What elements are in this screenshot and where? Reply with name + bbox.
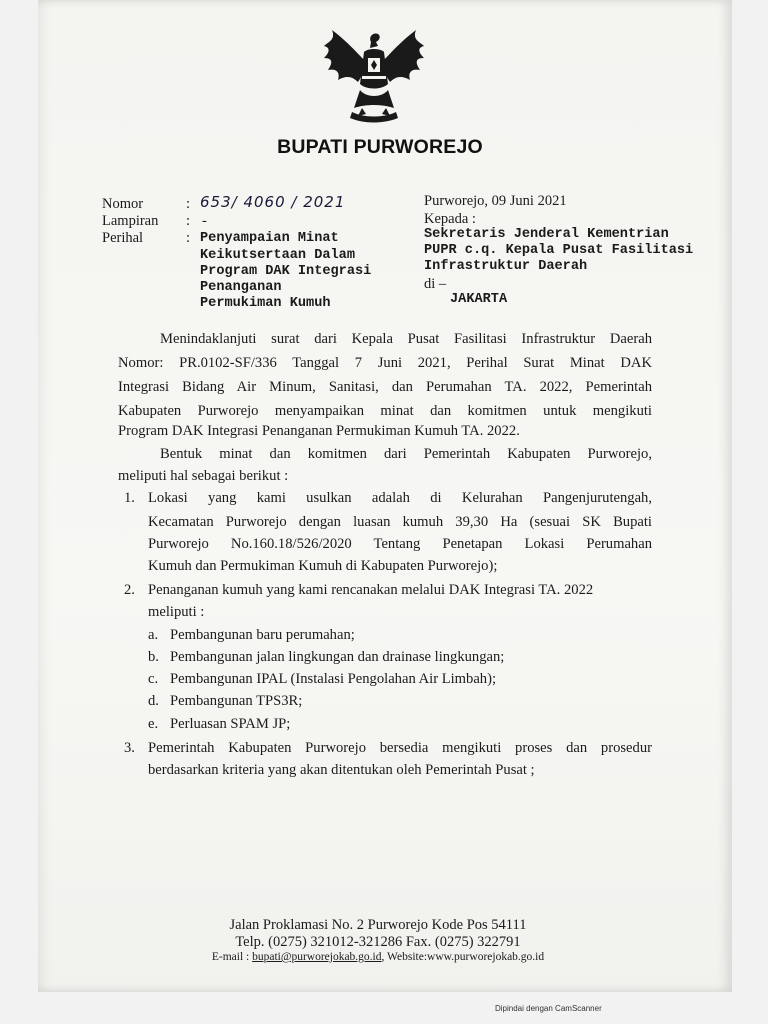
nomor-colon: : — [186, 196, 191, 212]
item1-line: Kecamatan Purworejo dengan luasan kumuh 39,30 Ha (sesuai SK Bupati — [148, 514, 652, 530]
subitem-letter: c. — [148, 671, 159, 687]
subitem-text: Perluasan SPAM JP; — [170, 716, 291, 732]
perihal-label: Perihal — [102, 230, 144, 246]
para1-line: Nomor: PR.0102-SF/336 Tanggal 7 Juni 2021, Perihal Surat Minat DAK — [118, 355, 652, 371]
subitem-text: Pembangunan IPAL (Instalasi Pengolahan Air Limbah); — [170, 671, 497, 687]
subitem-text: Pembangunan baru perumahan; — [170, 627, 355, 643]
di-label: di – — [424, 276, 447, 292]
item3-line: Pemerintah Kabupaten Purworejo bersedia mengikuti proses dan prosedur — [148, 740, 652, 756]
perihal-line: Penyampaian Minat — [200, 231, 339, 246]
perihal-line: Permukiman Kumuh — [200, 296, 331, 311]
letterhead-title: BUPATI PURWOREJO — [277, 136, 483, 158]
para2-line: meliputi hal sebagai berikut : — [118, 468, 289, 484]
garuda-emblem-icon — [318, 24, 430, 124]
lampiran-value: - — [202, 213, 207, 229]
place-date: Purworejo, 09 Juni 2021 — [424, 193, 567, 209]
item-number: 2. — [124, 582, 135, 598]
item3-line: berdasarkan kriteria yang akan ditentukan oleh Pemerintah Pusat ; — [148, 762, 535, 778]
subitem-letter: a. — [148, 627, 159, 643]
footer-contact: E-mail : bupati@purworejokab.go.id, Website:www.purworejokab.go.id — [211, 951, 545, 963]
lampiran-label: Lampiran — [102, 213, 159, 229]
footer-website: www.purworejokab.go.id — [427, 951, 545, 963]
footer-address: Jalan Proklamasi No. 2 Purworejo Kode Pos 54111 — [229, 917, 527, 933]
perihal-line: Program DAK Integrasi — [200, 264, 372, 279]
scanner-watermark: Dipindai dengan CamScanner — [495, 1004, 602, 1013]
addressee-line: Sekretaris Jenderal Kementrian — [424, 227, 669, 242]
subitem-letter: e. — [148, 716, 159, 732]
perihal-colon: : — [186, 230, 191, 246]
item1-line: Purworejo No.160.18/526/2020 Tentang Penetapan Lokasi Perumahan — [148, 536, 652, 552]
footer-phone: Telp. (0275) 321012-321286 Fax. (0275) 322791 — [235, 934, 521, 950]
perihal-line: Keikutsertaan Dalam — [200, 248, 355, 263]
addressee-line: Infrastruktur Daerah — [424, 259, 588, 274]
para1-line: Menindaklanjuti surat dari Kepala Pusat Fasilitasi Infrastruktur Daerah — [160, 331, 652, 347]
item2-line: Penanganan kumuh yang kami rencanakan melalui DAK Integrasi TA. 2022 — [148, 582, 594, 598]
addressee-city: JAKARTA — [450, 292, 508, 307]
nomor-value: 653/ 4060 / 2021 — [200, 193, 346, 211]
item-number: 1. — [124, 490, 135, 506]
item1-line: Lokasi yang kami usulkan adalah di Kelurahan Pangenjurutengah, — [148, 490, 652, 506]
para1-line: Integrasi Bidang Air Minum, Sanitasi, dan Perumahan TA. 2022, Pemerintah — [118, 379, 652, 395]
lampiran-colon: : — [186, 213, 191, 229]
nomor-label: Nomor — [102, 196, 144, 212]
subitem-text: Pembangunan jalan lingkungan dan drainase lingkungan; — [170, 649, 505, 665]
perihal-line: Penanganan — [200, 280, 282, 295]
subitem-letter: d. — [148, 693, 159, 709]
footer-email-link[interactable]: bupati@purworejokab.go.id — [252, 951, 382, 963]
kepada-label: Kepada : — [424, 211, 476, 227]
item1-line: Kumuh dan Permukiman Kumuh di Kabupaten Purworejo); — [148, 558, 498, 574]
addressee-line: PUPR c.q. Kepala Pusat Fasilitasi — [424, 243, 694, 258]
para1-line: Kabupaten Purworejo menyampaikan minat dan komitmen untuk mengikuti — [118, 403, 652, 419]
item-number: 3. — [124, 740, 135, 756]
subitem-letter: b. — [148, 649, 159, 665]
subitem-text: Pembangunan TPS3R; — [170, 693, 303, 709]
item2-line: meliputi : — [148, 604, 205, 620]
para2-line: Bentuk minat dan komitmen dari Pemerintah Kabupaten Purworejo, — [160, 446, 652, 462]
para1-line: Program DAK Integrasi Penanganan Permukiman Kumuh TA. 2022. — [118, 423, 520, 439]
